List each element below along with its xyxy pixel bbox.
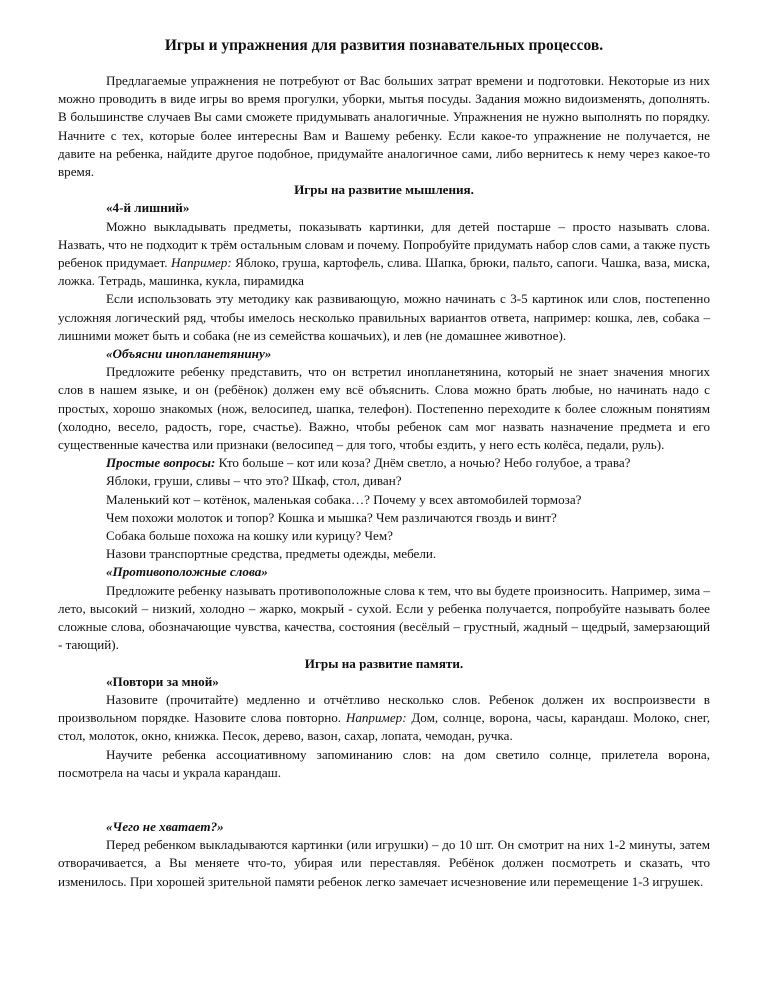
game-paragraph: Перед ребенком выкладываются картинки (или игрушки) – до 10 шт. Он смотрит на них 1-2 минуты, затем отворачивается, а Вы меняете что-то, убирая или переставляя. Ребёнок должен посмотреть и сказать, что изменилось. При хорошей зрительной памяти ребенок легко замечает исчезновение или перемещение 1-3 игрушек. <box>58 837 710 889</box>
example-label: Например: <box>170 255 232 271</box>
spacer <box>58 782 710 818</box>
document-title: Игры и упражнения для развития познавательных процессов. <box>164 37 604 54</box>
section-heading-thinking: Игры на развитие мышления. <box>294 182 474 198</box>
game-paragraph: Предложите ребенку называть противоположные слова к тем, что вы будете произносить. Например, зима – лето, высокий – низкий, холодно – жарко, мокрый - сухой. Если у ребенка получается, попробуйте называть более сложные слова, обозначающие чувства, качества, состояния (весёлый – грустный, жадный – щедрый, замерзающий - тающий). <box>58 582 710 653</box>
example-label: Например: <box>345 710 407 726</box>
question-line: Маленький кот – котёнок, маленькая собака…? Почему у всех автомобилей тормоза? <box>106 491 582 507</box>
game-title-explain-alien: «Объясни инопланетянину» <box>106 346 272 362</box>
game-title-whats-missing: «Чего не хватает?» <box>106 818 224 834</box>
game-paragraph: Предложите ребенку представить, что он встретил инопланетянина, который не знает значения многих слов в нашем языке, и он (ребёнок) должен ему всё объяснить. Слова можно брать любые, но начинать надо с простых, хорошо знакомых (нож, велосипед, шапка, телефон). Постепенно переходите к более сложным понятиям (холодно, весело, радость, горе, счастье). Важно, чтобы ребенок сам мог назвать назначение предмета и его существенные качества или признаки (велосипед – для того, чтобы ездить, у него есть колёса, педали, руль). <box>58 364 710 453</box>
game-paragraph: Можно выкладывать предметы, показывать картинки, для детей постарше – просто называть слова. Назвать, что не подходит к трём остальным словам и почему. Попробуйте придумать набор слов сами, а также пусть ребенок придумает. Например: Яблоко, груша, картофель, слива. Шапка, брюки, пальто, сапоги. Чашка, ваза, миска, ложка. Тетрадь, машинка, кукла, пирамидка <box>58 218 710 289</box>
game-title-opposites: «Противоположные слова» <box>106 564 268 580</box>
game-paragraph: Назовите (прочитайте) медленно и отчётливо несколько слов. Ребенок должен их воспроизвести в произвольном порядке. Назовите слова повторно. Например: Дом, солнце, ворона, часы, карандаш. Молоко, снег, стол, молоток, окно, книжка. Песок, дерево, вазон, сахар, лопата, чемодан, ручка. <box>58 691 710 744</box>
question-line: Яблоки, груши, сливы – что это? Шкаф, стол, диван? <box>106 473 402 489</box>
game-paragraph: Если использовать эту методику как развивающую, можно начинать с 3-5 картинок или слов, постепенно усложняя логический ряд, чтобы имелось несколько правильных вариантов ответа, например: кошка, лев, собака – лишними может быть и собака (не из семейства кошачьих), и лев (не домашнее животное). <box>58 291 710 343</box>
game-title-repeat-after-me: «Повтори за мной» <box>106 673 219 689</box>
question-line: Собака больше похожа на кошку или курицу? Чем? <box>106 528 393 544</box>
game-title-odd-one-out: «4-й лишний» <box>106 200 190 216</box>
intro-paragraph: Предлагаемые упражнения не потребуют от Вас больших затрат времени и подготовки. Некоторые из них можно проводить в виде игры во время прогулки, уборки, мытья посуды. Задания можно видоизменять, дополнять. В большинстве случаев Вы сами сможете придумывать аналогичные. Упражнения не нужно выполнять по порядку. Начните с тех, которые более интересны Вам и Вашему ребенку. Если какое-то упражнение не получается, не давите на ребенка, найдите другое подобное, придумайте аналогичное сами, либо вернитесь к нему через какое-то время. <box>58 73 710 180</box>
game-simple-questions-line: Простые вопросы: Кто больше – кот или коза? Днём светло, а ночью? Небо голубое, а трава? <box>106 455 631 471</box>
section-heading-memory: Игры на развитие памяти. <box>304 655 464 671</box>
question-line: Назови транспортные средства, предметы одежды, мебели. <box>106 546 437 562</box>
game-paragraph: Научите ребенка ассоциативному запоминанию слов: на дом светило солнце, прилетела ворона, посмотрела на часы и украла карандаш. <box>58 746 710 780</box>
game-title-simple-questions: Простые вопросы: <box>106 455 216 471</box>
question-line: Чем похожи молоток и топор? Кошка и мышка? Чем различаются гвоздь и винт? <box>106 509 557 525</box>
